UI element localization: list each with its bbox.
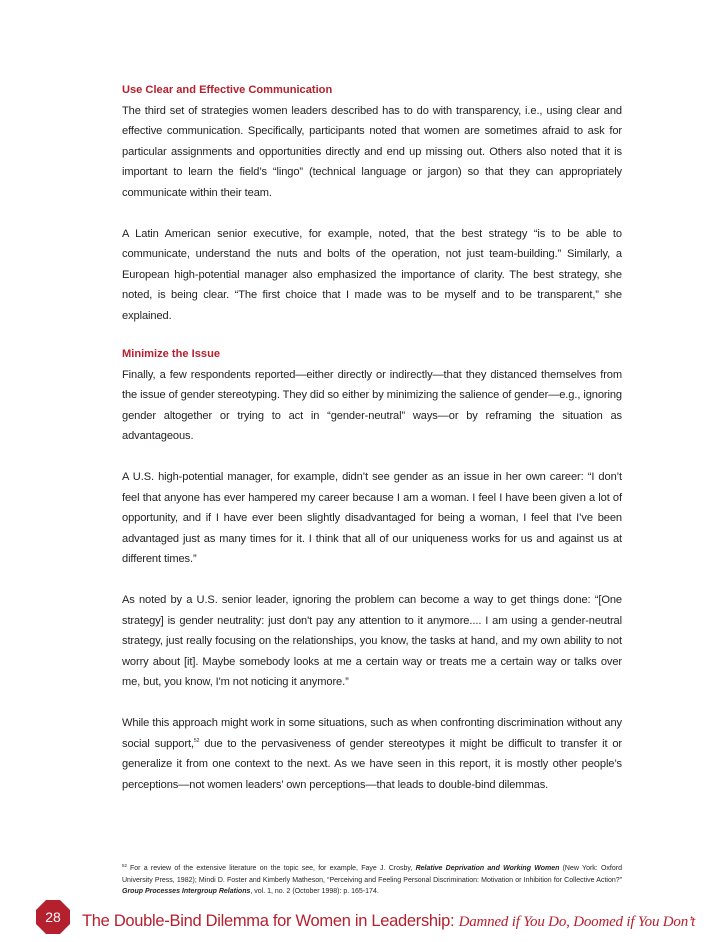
- paragraph-text: While this approach might work in some situations, such as when confronting discrimination without any social support,: [122, 717, 622, 750]
- footnote-journal-title: Group Processes Intergroup Relations: [122, 888, 251, 895]
- footnote-number: 52: [122, 863, 128, 868]
- page-number-badge: [36, 900, 70, 934]
- paragraph: As noted by a U.S. senior leader, ignoring the problem can become a way to get things done: “[One strategy] is gender neutrality: just don't pay any attention to it anymore.... I am using a gender-neutral strategy, just really focusing on the relationships, you know, the tasks at hand, and my own ability to not worry about [it]. Maybe somebody looks at me a certain way or treats me a certain way or talks over me, but, you know, I'm not noticing it anymore.”: [122, 594, 622, 688]
- footnote-text: , vol. 1, no. 2 (October 1998): p. 165-174.: [250, 888, 379, 895]
- main-text: [122, 80, 622, 795]
- paragraph: The third set of strategies women leaders described has to do with transparency, i.e., using clear and effective communication. Specifically, participants noted that women are sometimes afraid to ask for particular assignments and opportunities directly and end up missing out. Others also noted that it is important to learn the field’s “lingo” (technical language or jargon) so that they can appropriately communicate within their team.: [122, 104, 622, 199]
- paragraph: A U.S. high-potential manager, for example, didn’t see gender as an issue in her own career: “I don’t feel that anyone has ever hampered my career because I am a woman. I feel I have been given a lot of opportunity, and if I have ever been slightly disadvantaged for being a woman, I feel that I’ve been advantaged just as many times for it. I think that all of our uniqueness works for us and against us at different times.”: [122, 471, 622, 565]
- paragraph-with-footnote: [122, 713, 622, 795]
- paragraph: Finally, a few respondents reported—either directly or indirectly—that they distanced themselves from the issue of gender stereotyping. They did so either by minimizing the salience of gender—e.g., ignoring gender altogether or trying to act in “gender-neutral” ways—or by reframing the situation as advantageous.: [122, 368, 622, 442]
- section-heading-minimize: Minimize the Issue: [122, 348, 221, 360]
- page-footer: [0, 900, 728, 942]
- footnote-text: (New York: Oxford University Press, 1982); Mindi D. Foster and Kimberly Matheson, “Perceiving and Feeling Personal Discrimination: Motivation or Inhibition for Collective Action?”: [122, 865, 622, 884]
- paragraph: A Latin American senior executive, for example, noted, that the best strategy “is to be able to communicate, understand the nuts and bolts of the operation, not just team-building.” Similarly, a European high-potential manager also emphasized the importance of clarity. The best strategy, she noted, is being clear. “The first choice that I made was to be myself and to be transparent,” she explained.: [122, 227, 622, 322]
- section-heading-communication: Use Clear and Effective Communication: [122, 84, 333, 96]
- running-title-main: The Double-Bind Dilemma for Women in Leadership:: [82, 912, 459, 930]
- footnote-book-title: Relative Deprivation and Working Women: [415, 865, 560, 872]
- paragraph-text: due to the pervasiveness of gender stereotypes it might be difficult to transfer it or generalize it from one context to the next. As we have seen in this report, it is mostly other people’s perceptions—not women leaders’ own perceptions—that leads to double-bind dilemmas.: [122, 737, 622, 791]
- running-title: [82, 912, 695, 931]
- running-title-subtitle: Damned if You Do, Doomed if You Don’t: [458, 914, 696, 930]
- page-number: 28: [45, 909, 61, 925]
- footnote: [122, 860, 622, 898]
- footnote-reference: 52: [193, 737, 200, 744]
- footnote-text: For a review of the extensive literature on the topic see, for example, Faye J. Crosby,: [130, 865, 416, 872]
